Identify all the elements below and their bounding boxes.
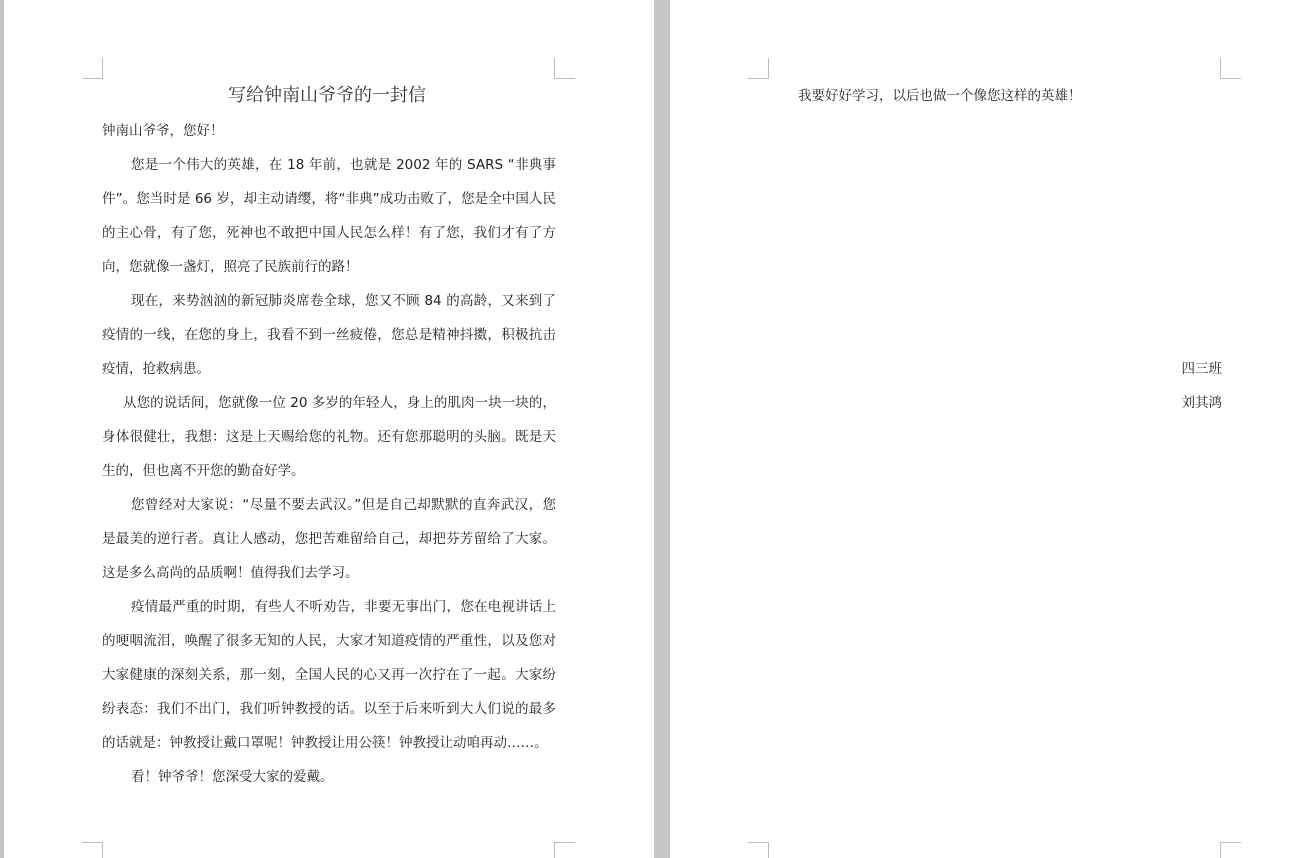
crop-mark: [82, 58, 103, 79]
paragraph: 您是一个伟大的英雄，在 18 年前，也就是 2002 年的 SARS “非典事件”。您当时是 66 岁，却主动请缨，将“非典”成功击败了，您是全中国人民的主心骨，有了您，死神也不敢把中国人民怎么样！有了您，我们才有了方向，您就像一盏灯，照亮了民族前行的路！: [102, 157, 556, 275]
crop-mark: [1220, 842, 1241, 858]
crop-mark: [554, 842, 575, 858]
closing-sentence: 我要好好学习，以后也做一个像您这样的英雄！: [798, 88, 1082, 104]
paragraph: 您曾经对大家说：“尽量不要去武汉。”但是自己却默默的直奔武汉，您是最美的逆行者。真让人感动，您把苦难留给自己，却把芬芳留给了大家。这是多么高尚的品质啊！值得我们去学习。: [102, 497, 556, 581]
crop-mark: [748, 842, 769, 858]
paragraph: 看！钟爷爷！您深受大家的爱戴。: [131, 769, 334, 785]
salutation: 钟南山爷爷，您好！: [102, 123, 224, 139]
paragraph: 疫情最严重的时期，有些人不听劝告，非要无事出门，您在电视讲话上的哽咽流泪，唤醒了很多无知的人民，大家才知道疫情的严重性，以及您对大家健康的深刻关系，那一刻，全国人民的心又再一次拧在了一起。大家纷纷表态：我们不出门，我们听钟教授的话。以至于后来听到大人们说的最多的话就是：钟教授让戴口罩呢！钟教授让用公筷！钟教授让动咱再动……。: [102, 599, 556, 751]
signature-name: 刘其鸿: [1181, 395, 1222, 411]
letter-body: [102, 114, 556, 794]
signature-class: 四三班: [1181, 361, 1222, 377]
signature-block: [1182, 352, 1223, 420]
letter-title: 写给钟南山爷爷的一封信: [228, 85, 426, 106]
crop-mark: [748, 58, 769, 79]
paragraph: 从您的说话间，您就像一位 20 多岁的年轻人，身上的肌肉一块一块的，身体很健壮，我想：这是上天赐给您的礼物。还有您那聪明的头脑。既是天生的，但也离不开您的勤奋好学。: [102, 395, 556, 479]
crop-mark: [82, 842, 103, 858]
document-page-2: [670, 0, 1311, 858]
crop-mark: [554, 58, 575, 79]
document-page-1: [4, 0, 654, 858]
paragraph: 现在，来势汹汹的新冠肺炎席卷全球，您又不顾 84 的高龄，又来到了疫情的一线，在您的身上，我看不到一丝疲倦，您总是精神抖擞，积极抗击疫情，抢救病患。: [102, 293, 556, 377]
crop-mark: [1220, 58, 1241, 79]
